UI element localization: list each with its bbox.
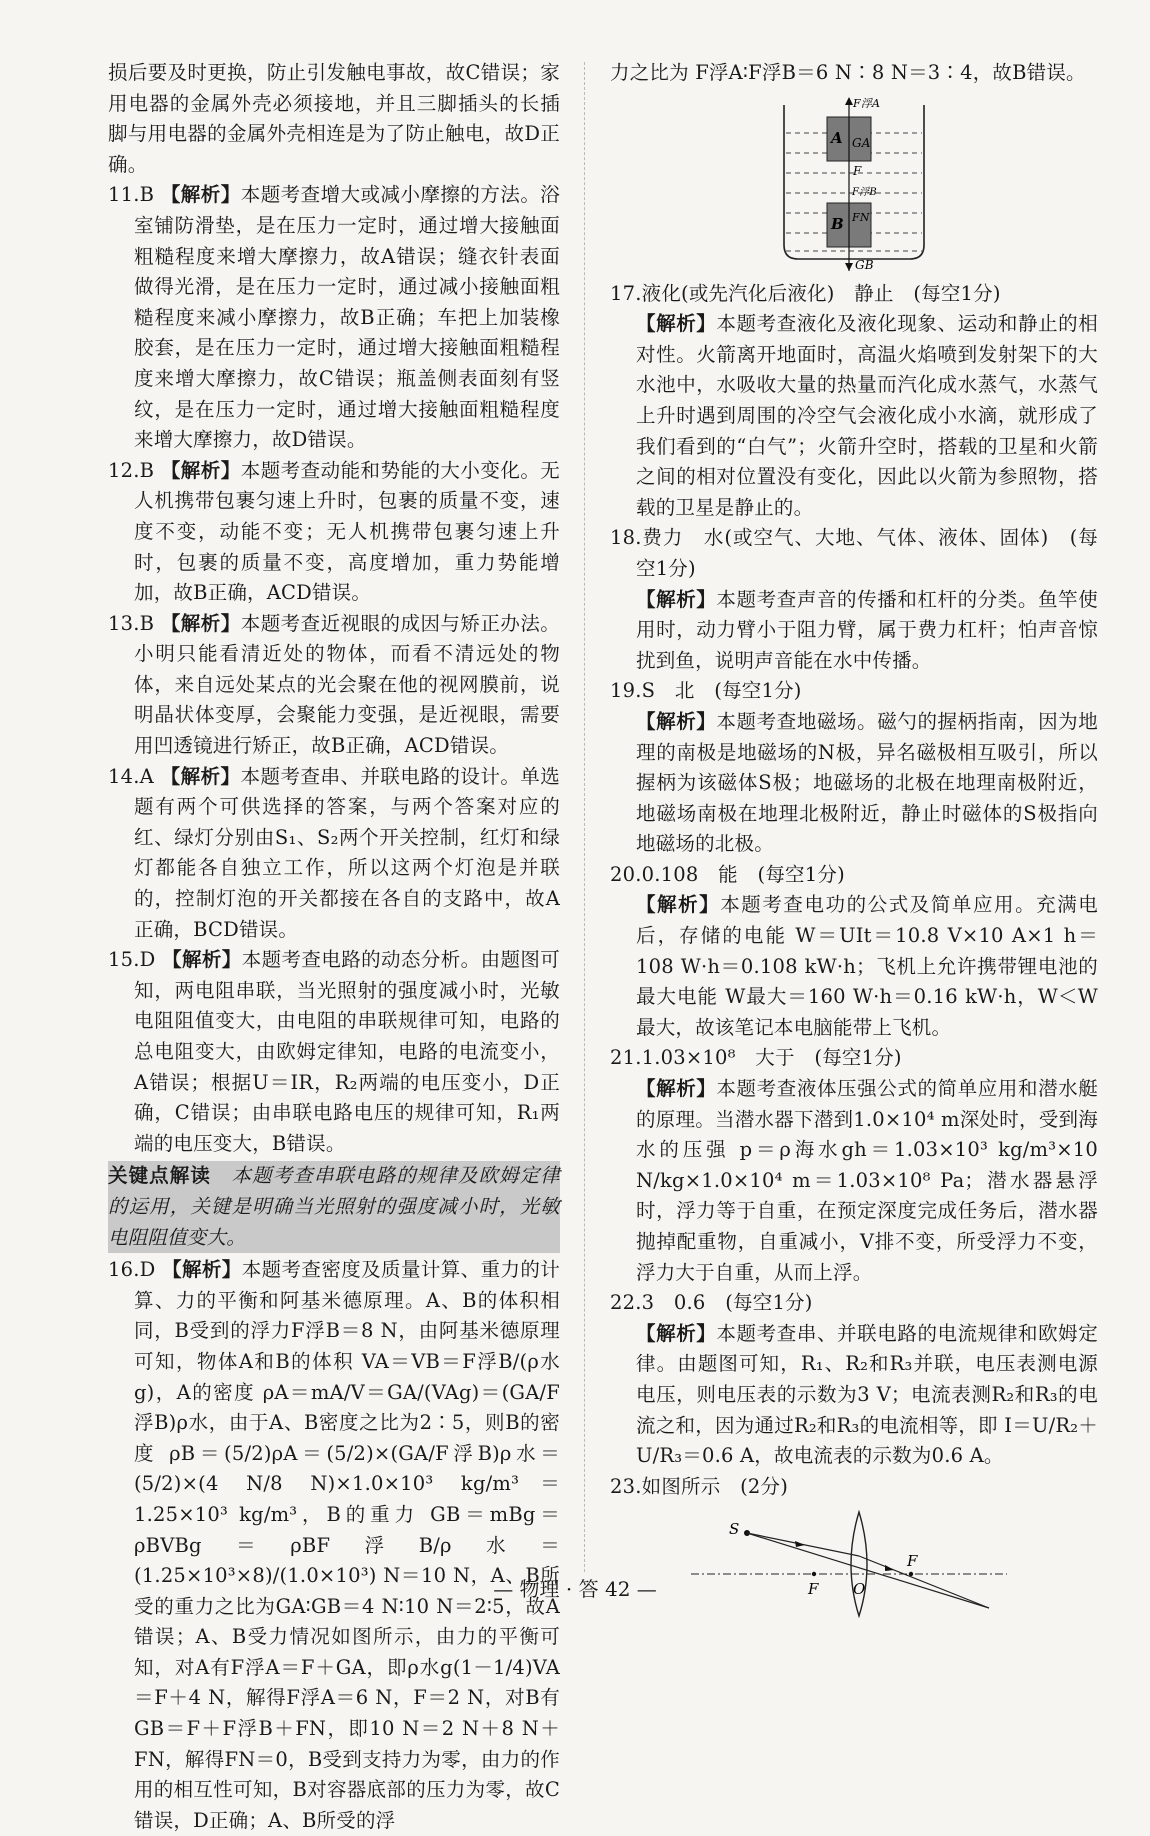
analysis-19: 【解析】本题考查地磁场。磁勺的握柄指南，因为地理的南极是地磁场的N极，异名磁极相互吸引，所以握柄为该磁体S极；地磁场的北极在地理南极附近，地磁场南极在地理北极附近，静止时磁体的S极指向地磁场的北极。 <box>636 709 1098 856</box>
label-f: F <box>853 163 862 178</box>
label-ga: GA <box>852 135 871 150</box>
answer-16: 16.D 【解析】本题考查密度及质量计算、重力的计算、力的平衡和阿基米德原理。A、B的体积相同，B受到的浮力F浮B＝8 N，由阿基米德原理可知，物体A和B的体积 VA＝VB＝F浮B/(ρ水g)，A的密度 ρA＝mA/V＝GA/(VAg)＝(GA/F浮B)ρ水，由于A、B密度之比为2∶5，则B的密度 ρB＝(5/2)ρA＝(5/2)×(GA/F浮B)ρ水＝(5/2)×(4 N/8 N)×1.0×10³ kg/m³＝1.25×10³ kg/m³，B的重力 GB＝mBg＝ρBVBg＝ρBF浮B/ρ水＝(1.25×10³×8)/(1.0×10³) N＝10 N，A、B所受的重力之比为GA∶GB＝4 N∶10 N＝2∶5，故A错误；A、B受力情况如图所示，由力的平衡可知，对A有F浮A＝F＋GA，即ρ水g(1－1/4)VA＝F＋4 N，解得F浮A＝6 N，F＝2 N，对B有GB＝F＋F浮B＋FN，即10 N＝2 N＋8 N＋FN，解得FN＝0，B受到支持力为零，由力的作用的相互性可知，B对容器底部的压力为零，故C错误，D正确；A、B所受的浮 <box>108 1258 560 1832</box>
answer-18: 18.费力 水(或空气、大地、气体、液体、固体) (每空1分) <box>610 526 1098 580</box>
answer-14: 14.A 【解析】本题考查串、并联电路的设计。单选题有两个可供选择的答案，与两个答案对应的红、绿灯分别由S₁、S₂两个开关控制，红灯和绿灯都能各自独立工作，所以这两个灯泡是并联的，控制灯泡的开关都接在各自的支路中，故A正确，BCD错误。 <box>108 764 560 941</box>
answer-17: 17.液化(或先汽化后液化) 静止 (每空1分) <box>610 281 1001 305</box>
answer-15: 15.D 【解析】本题考查电路的动态分析。由题图可知，两电阻串联，当光照射的强度减小时，光敏电阻阻值变大，由电阻的串联规律可知，电路的总电阻变大，由欧姆定律知，电路的电流变小，A错误；根据U＝IR，R₂两端的电压变小，D正确，C错误；由串联电路电压的规律可知，R₁两端的电压变大，B错误。 <box>108 948 560 1155</box>
label-f-right: F <box>907 1552 918 1571</box>
key-point-box: 关键点解读 本题考查串联电路的规律及欧姆定律的运用，关键是明确当光照射的强度减小时，光敏电阻阻值变大。 <box>108 1161 560 1253</box>
buoyancy-diagram <box>779 95 929 273</box>
analysis-18: 【解析】本题考查声音的传播和杠杆的分类。鱼竿使用时，动力臂小于阻力臂，属于费力杠杆；怕声音惊扰到鱼，说明声音能在水中传播。 <box>636 587 1098 672</box>
analysis-21: 【解析】本题考查液体压强公式的简单应用和潜水艇的原理。当潜水器下潜到1.0×10⁴ m深处时，受到海水的压强 p＝ρ海水gh＝1.03×10³ kg/m³×10 N/kg×1.0×10⁴ m＝1.03×10⁸ Pa；潜水器悬浮时，浮力等于自重，在预定深度完成任务后，潜水器抛掉配重物，自重减小，V排不变，所受浮力不变，浮力大于自重，从而上浮。 <box>636 1077 1098 1284</box>
right-cont: 力之比为 F浮A∶F浮B＝6 N∶8 N＝3∶4，故B错误。 <box>610 61 1086 84</box>
label-o: O <box>853 1580 866 1599</box>
answer-21: 21.1.03×10⁸ 大于 (每空1分) <box>610 1046 902 1070</box>
label-gb: GB <box>855 257 874 272</box>
left-column <box>108 58 560 1836</box>
analysis-20: 【解析】本题考查电功的公式及简单应用。充满电后，存储的电能 W＝UIt＝10.8 V×10 A×1 h＝108 W·h＝0.108 kW·h；飞机上允许携带锂电池的最大电能 W最大＝160 W·h＝0.16 kW·h，W＜W最大，故该笔记本电脑能带上飞机。 <box>636 893 1098 1039</box>
label-fn: FN <box>852 210 870 224</box>
label-f-left: F <box>808 1580 819 1599</box>
answer-20: 20.0.108 能 (每空1分) <box>610 862 845 886</box>
label-s: S <box>729 1520 740 1539</box>
analysis-17: 【解析】本题考查液化及液化现象、运动和静止的相对性。火箭离开地面时，高温火焰喷到发射架下的大水池中，水吸收大量的热量而汽化成水蒸气，水蒸气上升时遇到周围的冷空气会液化成小水滴，就形成了我们看到的“白气”；火箭升空时，搭载的卫星和火箭之间的相对位置没有变化，因此以火箭为参照物，搭载的卫星是静止的。 <box>636 312 1098 519</box>
label-fb: F浮B <box>852 186 877 198</box>
analysis-22: 【解析】本题考查串、并联电路的电流规律和欧姆定律。由题图可知，R₁、R₂和R₃并联，电压表测电源电压，则电压表的示数为3 V；电流表测R₂和R₃的电流之和，因为通过R₂和R₃的电流相等，即 I＝U/R₂＋U/R₃＝0.6 A，故电流表的示数为0.6 A。 <box>636 1321 1098 1468</box>
answer-13: 13.B 【解析】本题考查近视眼的成因与矫正办法。小明只能看清近处的物体，而看不清远处的物体，来自远处某点的光会聚在他的视网膜前，说明晶状体变厚，会聚能力变强，是近视眼，需要用凹透镜进行矫正，故B正确，ACD错误。 <box>108 611 560 758</box>
answer-12: 12.B 【解析】本题考查动能和势能的大小变化。无人机携带包裹匀速上升时，包裹的质量不变，速度不变，动能不变；无人机携带包裹匀速上升时，包裹的质量不变，高度增加，重力势能增加，故B正确，ACD错误。 <box>108 458 560 605</box>
answer-23: 23.如图所示 (2分) <box>610 1474 789 1498</box>
label-fa: F浮A <box>853 96 881 110</box>
label-b: B <box>831 214 844 233</box>
column-divider <box>584 62 585 1572</box>
answer-22: 22.3 0.6 (每空1分) <box>610 1291 813 1315</box>
label-a: A <box>831 128 843 147</box>
answer-11: 11.B 【解析】本题考查增大或减小摩擦的方法。浴室铺防滑垫，是在压力一定时，通过增大接触面粗糙程度来增大摩擦力，故A错误；缝衣针表面做得光滑，是在压力一定时，通过减小接触面粗糙程度来减小摩擦力，故B正确；车把上加装橡胶套，是在压力一定时，通过增大接触面粗糙程度来增大摩擦力，故C错误；瓶盖侧表面刻有竖纹，是在压力一定时，通过增大接触面粗糙程度来增大摩擦力，故D错误。 <box>108 183 560 452</box>
right-column <box>610 58 1098 1624</box>
answer-19: 19.S 北 (每空1分) <box>610 679 802 703</box>
left-cont: 损后要及时更换，防止引发触电事故，故C错误；家用电器的金属外壳必须接地，并且三脚插头的长插脚与用电器的金属外壳相连是为了防止触电，故D正确。 <box>108 61 560 176</box>
page-footer: — 物理 · 答 42 — <box>493 1577 657 1601</box>
